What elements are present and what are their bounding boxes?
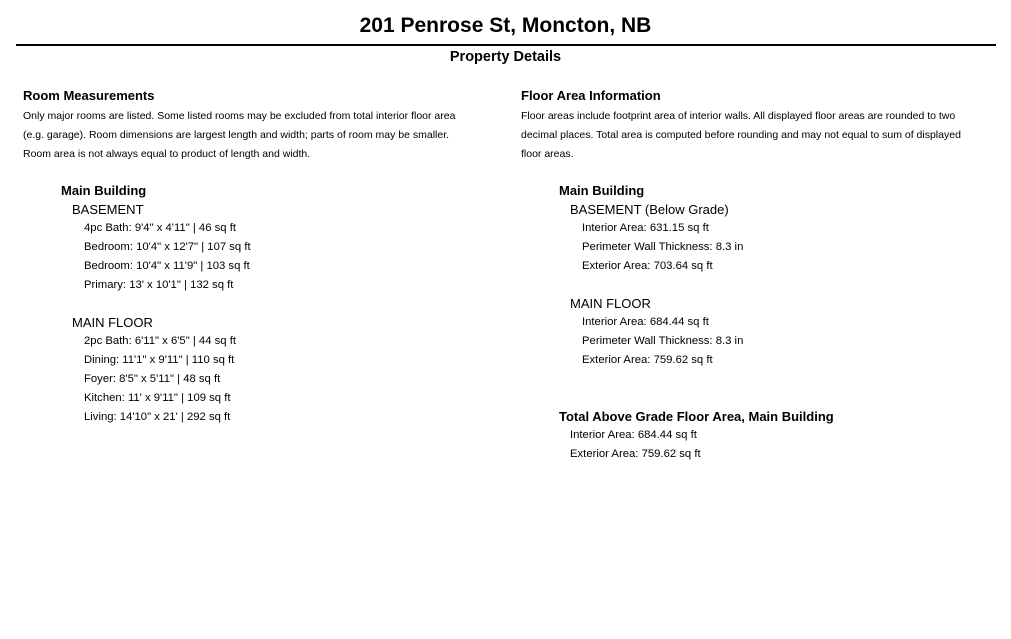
floor-area-section [521, 86, 1003, 464]
note-line: floor areas. [521, 148, 574, 160]
floor-name: BASEMENT (Below Grade) [570, 202, 729, 217]
floor-area-building [559, 181, 1003, 370]
room-item: Bedroom: 10'4" x 11'9" | 103 sq ft [84, 260, 250, 272]
room-item: Primary: 13' x 10'1" | 132 sq ft [84, 279, 234, 291]
note-line: Floor areas include footprint area of interior walls. All displayed floor areas are rounded to two [521, 110, 956, 122]
floor-name: MAIN FLOOR [570, 296, 651, 311]
floor-name: BASEMENT [72, 202, 144, 217]
floor-main [72, 313, 498, 427]
area-item: Exterior Area: 759.62 sq ft [582, 354, 713, 366]
title-divider [16, 44, 996, 46]
room-item: Kitchen: 11' x 9'11" | 109 sq ft [84, 392, 231, 404]
floor-basement [72, 200, 498, 295]
room-item: Foyer: 8'5" x 5'11" | 48 sq ft [84, 373, 221, 385]
building-title: Main Building [559, 183, 645, 198]
room-measurements-section [23, 86, 498, 427]
total-item: Interior Area: 684.44 sq ft [570, 429, 697, 441]
area-item: Perimeter Wall Thickness: 8.3 in [582, 335, 744, 347]
note-line: Room area is not always equal to product of length and width. [23, 148, 311, 160]
room-measurements-heading: Room Measurements [23, 88, 155, 103]
room-item: Living: 14'10" x 21' | 292 sq ft [84, 411, 231, 423]
area-item: Perimeter Wall Thickness: 8.3 in [582, 241, 744, 253]
room-item: 2pc Bath: 6'11" x 6'5" | 44 sq ft [84, 335, 236, 347]
room-measurements-note [23, 107, 498, 164]
page-title: 201 Penrose St, Moncton, NB [359, 14, 652, 37]
floor-area-heading: Floor Area Information [521, 88, 661, 103]
room-item: 4pc Bath: 9'4" x 4'11" | 46 sq ft [84, 222, 236, 234]
building-title: Main Building [61, 183, 147, 198]
total-above-grade [559, 407, 1003, 464]
floor-name: MAIN FLOOR [72, 315, 153, 330]
area-item: Interior Area: 631.15 sq ft [582, 222, 709, 234]
note-line: Only major rooms are listed. Some listed rooms may be excluded from total interior floor area [23, 110, 456, 122]
room-item: Bedroom: 10'4" x 12'7" | 107 sq ft [84, 241, 251, 253]
page-subtitle: Property Details [449, 49, 562, 65]
floor-area-note [521, 107, 1003, 164]
total-item: Exterior Area: 759.62 sq ft [570, 448, 701, 460]
total-heading: Total Above Grade Floor Area, Main Building [559, 409, 834, 424]
room-measurements-building [61, 181, 498, 427]
note-line: (e.g. garage). Room dimensions are largest length and width; parts of room may be smaller. [23, 129, 450, 141]
floor-main-area [570, 294, 1003, 370]
area-item: Exterior Area: 703.64 sq ft [582, 260, 713, 272]
note-line: decimal places. Total area is computed before rounding and may not equal to sum of displayed [521, 129, 961, 141]
room-item: Dining: 11'1" x 9'11" | 110 sq ft [84, 354, 235, 366]
floor-basement-area [570, 200, 1003, 276]
area-item: Interior Area: 684.44 sq ft [582, 316, 709, 328]
